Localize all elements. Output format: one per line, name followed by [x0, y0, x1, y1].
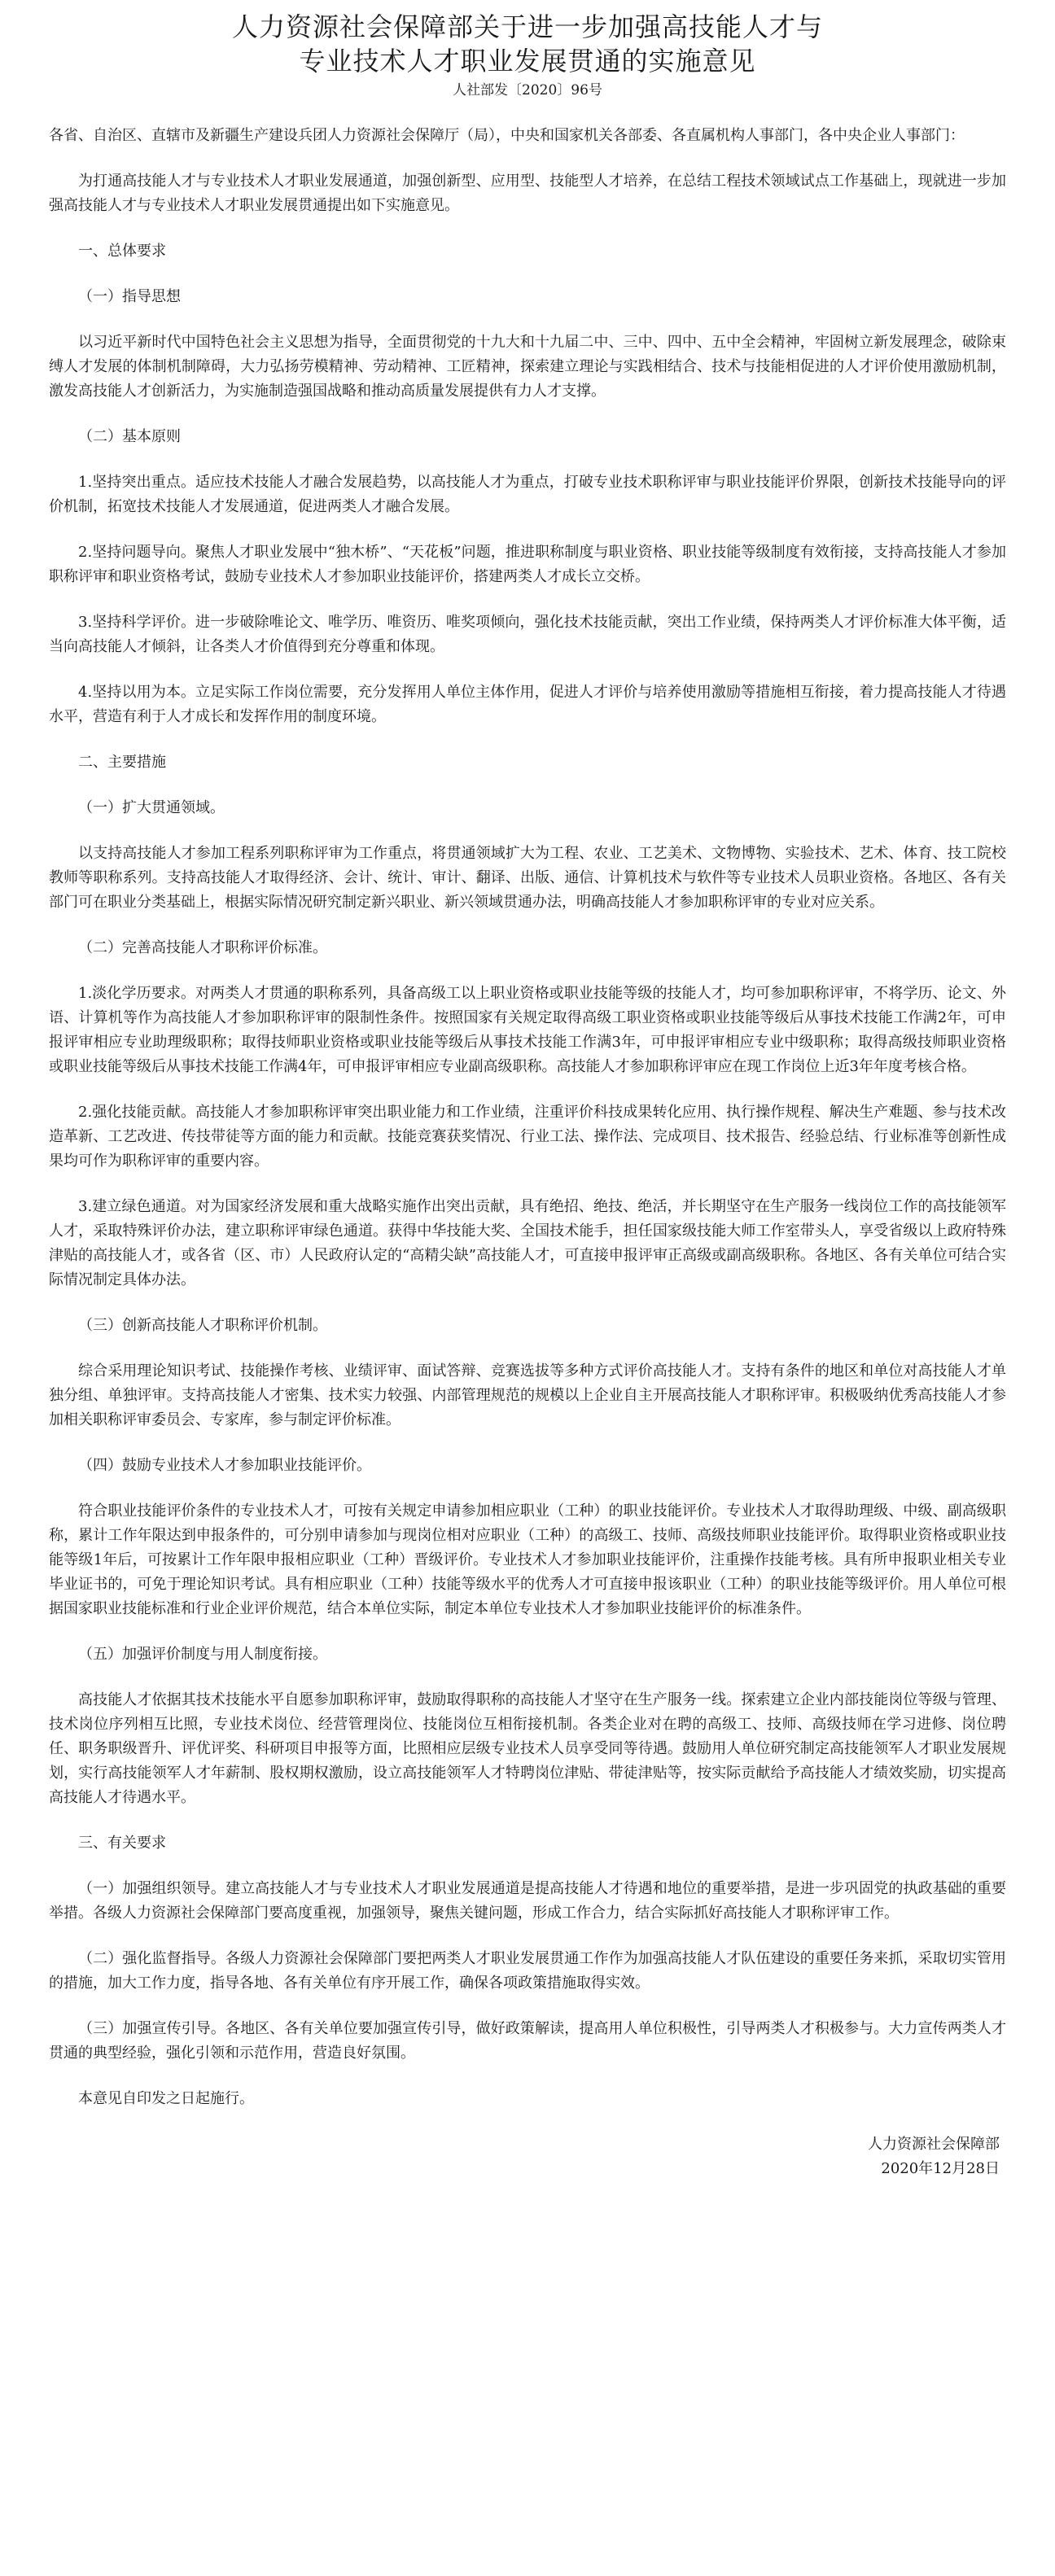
document-number: 人社部发〔2020〕96号	[453, 82, 602, 98]
principle-3-paragraph: 3.坚持科学评价。进一步破除唯论文、唯学历、唯资历、唯奖项倾向，强化技术技能贡献，突出工作业绩，保持两类人才评价标准大体平衡，适当向高技能人才倾斜，让各类人才价值得到充分尊重和体现。	[49, 614, 1006, 655]
section-2-1-heading: （一）扩大贯通领域。	[78, 799, 225, 816]
measure-2-2-2-paragraph: 2.强化技能贡献。高技能人才参加职称评审突出职业能力和工作业绩，注重评价科技成果转化应用、执行操作规程、解决生产难题、参与技术改造革新、工艺改进、传技带徒等方面的能力和贡献。技能竞赛获奖情况、行业工法、操作法、完成项目、技术报告、经验总结、行业标准等创新性成果均可作为职称评审的重要内容。	[49, 1104, 1006, 1170]
section-1-1-paragraph: 以习近平新时代中国特色社会主义思想为指导，全面贯彻党的十九大和十九届二中、三中、四中、五中全会精神，牢固树立新发展理念，破除束缚人才发展的体制机制障碍，大力弘扬劳模精神、劳动精神、工匠精神，探索建立理论与实践相结合、技术与技能相促进的人才评价使用激励机制，激发高技能人才创新活力，为实施制造强国战略和推动高质量发展提供有力人才支撑。	[49, 334, 1006, 400]
principle-1-paragraph: 1.坚持突出重点。适应技术技能人才融合发展趋势，以高技能人才为重点，打破专业技术职称评审与职业技能评价界限，创新技术技能导向的评价机制，拓宽技术技能人才发展通道，促进两类人才融合发展。	[49, 474, 1006, 515]
signature-date: 2020年12月28日	[881, 2160, 1000, 2177]
section-2-4-heading: （四）鼓励专业技术人才参加职业技能评价。	[78, 1457, 371, 1474]
section-2-1-paragraph: 以支持高技能人才参加工程系列职称评审为工作重点，将贯通领域扩大为工程、农业、工艺美术、文物博物、实验技术、艺术、体育、技工院校教师等职称系列。支持高技能人才取得经济、会计、统计、审计、翻译、出版、通信、计算机技术与软件等专业技术人员职业资格。各地区、各有关部门可在职业分类基础上，根据实际情况研究制定新兴职业、新兴领域贯通办法，明确高技能人才参加职称评审的专业对应关系。	[49, 845, 1006, 911]
principle-4-paragraph: 4.坚持以用为本。立足实际工作岗位需要，充分发挥用人单位主体作用，促进人才评价与培养使用激励等措施相互衔接，着力提高技能人才待遇水平，营造有利于人才成长和发挥作用的制度环境。	[49, 684, 1006, 725]
section-2-4-paragraph: 符合职业技能评价条件的专业技术人才，可按有关规定申请参加相应职业（工种）的职业技能评价。专业技术人才取得助理级、中级、副高级职称，累计工作年限达到申报条件的，可分别申请参加与现岗位相对应职业（工种）的高级工、技师、高级技师职业技能评价。取得职业资格或职业技能等级1年后，可按累计工作年限申报相应职业（工种）晋级评价。专业技术人才参加职业技能评价，注重操作技能考核。具有所申报职业相关专业毕业证书的，可免于理论知识考试。具有相应职业（工种）技能等级水平的优秀人才可直接申报该职业（工种）的职业技能等级评价。用人单位可根据国家职业技能标准和行业企业评价规范，结合本单位实际，制定本单位专业技术人才参加职业技能评价的标准条件。	[49, 1502, 1006, 1617]
closing-statement: 本意见自印发之日起施行。	[78, 2090, 254, 2107]
section-2-3-heading: （三）创新高技能人才职称评价机制。	[78, 1317, 327, 1334]
requirement-3-paragraph: （三）加强宣传引导。各地区、各有关单位要加强宣传引导，做好政策解读，提高用人单位积极性，引导两类人才积极参与。大力宣传两类人才贯通的典型经验，强化引领和示范作用，营造良好氛围。	[49, 2020, 1006, 2062]
section-1-1-heading: （一）指导思想	[78, 288, 181, 305]
section-2-2-heading: （二）完善高技能人才职称评价标准。	[78, 939, 327, 956]
requirement-2-paragraph: （二）强化监督指导。各级人力资源社会保障部门要把两类人才职业发展贯通工作作为加强高技能人才队伍建设的重要任务来抓，采取切实管用的措施，加大工作力度，指导各地、各有关单位有序开展工作，确保各项政策措施取得实效。	[49, 1950, 1006, 1992]
requirement-1-paragraph: （一）加强组织领导。建立高技能人才与专业技术人才职业发展通道是提高技能人才待遇和地位的重要举措，是进一步巩固党的执政基础的重要举措。各级人力资源社会保障部门要高度重视，加强领导，聚焦关键问题，形成工作合力，结合实际抓好高技能人才职称评审工作。	[49, 1880, 1006, 1922]
measure-2-2-1-paragraph: 1.淡化学历要求。对两类人才贯通的职称系列，具备高级工以上职业资格或职业技能等级的技能人才，均可参加职称评审，不将学历、论文、外语、计算机等作为高技能人才参加职称评审的限制性条件。按照国家有关规定取得高级工职业资格或职业技能等级后从事技术技能工作满2年，可申报评审相应专业助理级职称；取得技师职业资格或职业技能等级后从事技术技能工作满3年，可申报评审相应专业中级职称；取得高级技师职业资格或职业技能等级后从事技术技能工作满4年，可申报评审相应专业副高级职称。高技能人才参加职称评审应在现工作岗位上近3年年度考核合格。	[49, 985, 1006, 1075]
intro-paragraph: 为打通高技能人才与专业技术人才职业发展通道，加强创新型、应用型、技能型人才培养，在总结工程技术领域试点工作基础上，现就进一步加强高技能人才与专业技术人才职业发展贯通提出如下实施意见。	[49, 173, 1006, 214]
measure-2-2-3-paragraph: 3.建立绿色通道。对为国家经济发展和重大战略实施作出突出贡献，具有绝招、绝技、绝活，并长期坚守在生产服务一线岗位工作的高技能领军人才，采取特殊评价办法，建立职称评审绿色通道。获得中华技能大奖、全国技术能手，担任国家级技能大师工作室带头人，享受省级以上政府特殊津贴的高技能人才，或各省（区、市）人民政府认定的“高精尖缺”高技能人才，可直接申报评审正高级或副高级职称。各地区、各有关单位可结合实际情况制定具体办法。	[49, 1198, 1006, 1288]
signature-organization: 人力资源社会保障部	[868, 2136, 1000, 2153]
section-2-heading: 二、主要措施	[78, 754, 166, 771]
recipients: 各省、自治区、直辖市及新疆生产建设兵团人力资源社会保障厅（局），中央和国家机关各部委、各直属机构人事部门，各中央企业人事部门：	[49, 127, 965, 144]
section-2-3-paragraph: 综合采用理论知识考试、技能操作考核、业绩评审、面试答辩、竞赛选拔等多种方式评价高技能人才。支持有条件的地区和单位对高技能人才单独分组、单独评审。支持高技能人才密集、技术实力较强、内部管理规范的规模以上企业自主开展高技能人才职称评审。积极吸纳优秀高技能人才参加相关职称评审委员会、专家库，参与制定评价标准。	[49, 1362, 1006, 1428]
document-title	[49, 10, 1006, 78]
section-2-5-paragraph: 高技能人才依据其技术技能水平自愿参加职称评审，鼓励取得职称的高技能人才坚守在生产服务一线。探索建立企业内部技能岗位等级与管理、技术岗位序列相互比照，专业技术岗位、经营管理岗位、技能岗位互相衔接机制。各类企业对在聘的高级工、技师、高级技师在学习进修、岗位聘任、职务职级晋升、评优评奖、科研项目申报等方面，比照相应层级专业技术人员享受同等待遇。鼓励用人单位研究制定高技能领军人才职业发展规划，实行高技能领军人才年薪制、股权期权激励，设立高技能领军人才特聘岗位津贴、带徒津贴等，按实际贡献给予高技能人才绩效奖励，切实提高高技能人才待遇水平。	[49, 1691, 1006, 1806]
section-1-heading: 一、总体要求	[78, 243, 166, 260]
section-2-5-heading: （五）加强评价制度与用人制度衔接。	[78, 1646, 327, 1663]
section-1-2-heading: （二）基本原则	[78, 428, 181, 445]
title-line-1: 人力资源社会保障部关于进一步加强高技能人才与	[231, 11, 823, 42]
title-line-2: 专业技术人才职业发展贯通的实施意见	[299, 46, 756, 77]
principle-2-paragraph: 2.坚持问题导向。聚焦人才职业发展中“独木桥”、“天花板”问题，推进职称制度与职业资格、职业技能等级制度有效衔接，支持高技能人才参加职称评审和职业资格考试，鼓励专业技术人才参加职业技能评价，搭建两类人才成长立交桥。	[49, 544, 1006, 585]
section-3-heading: 三、有关要求	[78, 1835, 166, 1852]
